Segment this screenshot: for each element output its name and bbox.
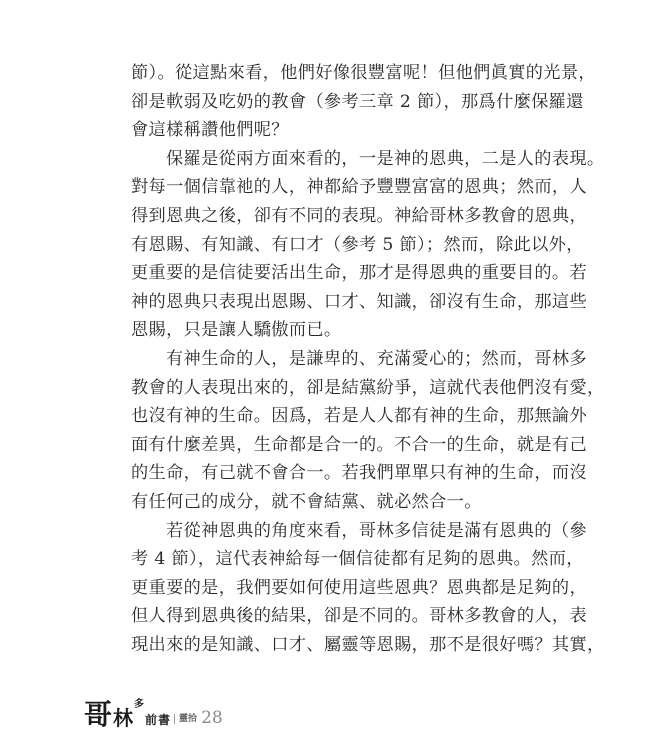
page-body-text	[131, 59, 605, 659]
text-line: 教會的人表現出來的，卻是結黨紛爭，這就代表他們沒有愛，	[131, 377, 605, 398]
section-label: 靈拾	[179, 714, 198, 724]
text-line: 但人得到恩典後的結果，卻是不同的。哥林多教會的人，表	[131, 606, 587, 627]
page-number: 28	[201, 708, 223, 728]
text-line: 會這樣稱讚他們呢？	[131, 120, 289, 141]
book-title-char: 多	[134, 699, 145, 710]
text-line: 對每一個信靠祂的人，神都給予豐豐富富的恩典；然而，人	[131, 177, 587, 198]
text-line: 有恩賜、有知識、有口才（參考 5 節）；然而，除此以外，	[131, 234, 584, 255]
text-line: 更重要的是，我們要如何使用這些恩典？恩典都是足夠的，	[131, 577, 587, 598]
text-line: 更重要的是信徒要活出生命，那才是得恩典的重要目的。若	[131, 263, 587, 284]
text-line: 現出來的是知識、口才、屬靈等恩賜，那不是很好嗎？其實，	[131, 634, 605, 655]
text-line: 考 4 節），這代表神給每一個信徒都有足夠的恩典。然而，	[131, 549, 584, 570]
text-line: 面有什麼差異，生命都是合一的。不合一的生命，就是有己	[131, 434, 587, 455]
page-footer	[84, 697, 223, 729]
text-line: 有任何己的成分，就不會結黨、就必然合一。	[131, 491, 482, 512]
text-line: 恩賜，只是讓人驕傲而已。	[131, 320, 342, 341]
footer-divider	[174, 714, 175, 724]
text-line: 神的恩典只表現出恩賜、口才、知識，卻沒有生命，那這些	[131, 291, 587, 312]
paragraph-start-line: 若從神恩典的角度來看，哥林多信徒是滿有恩典的（參	[166, 520, 587, 541]
book-title-char: 哥	[84, 698, 113, 731]
text-line: 得到恩典之後，卻有不同的表現。神給哥林多教會的恩典，	[131, 205, 587, 226]
book-title-char: 前	[145, 713, 158, 727]
text-line: 節）。從這點來看，他們好像很豐富呢！但他們眞實的光景，	[131, 63, 596, 83]
text-line: 也沒有神的生命。因爲，若是人人都有神的生命，那無論外	[131, 406, 587, 427]
book-title-char: 林	[113, 706, 134, 730]
paragraph-start-line: 保羅是從兩方面來看的，一是神的恩典，二是人的表現。	[166, 148, 605, 169]
paragraph-start-line: 有神生命的人，是謙卑的、充滿愛心的；然而，哥林多	[166, 348, 587, 369]
text-line: 的生命，有己就不會合一。若我們單單只有神的生命，而沒	[131, 463, 587, 484]
text-line: 卻是軟弱及吃奶的教會（參考三章 2 節），那爲什麼保羅還	[131, 91, 584, 112]
book-title-char: 書	[158, 713, 171, 727]
